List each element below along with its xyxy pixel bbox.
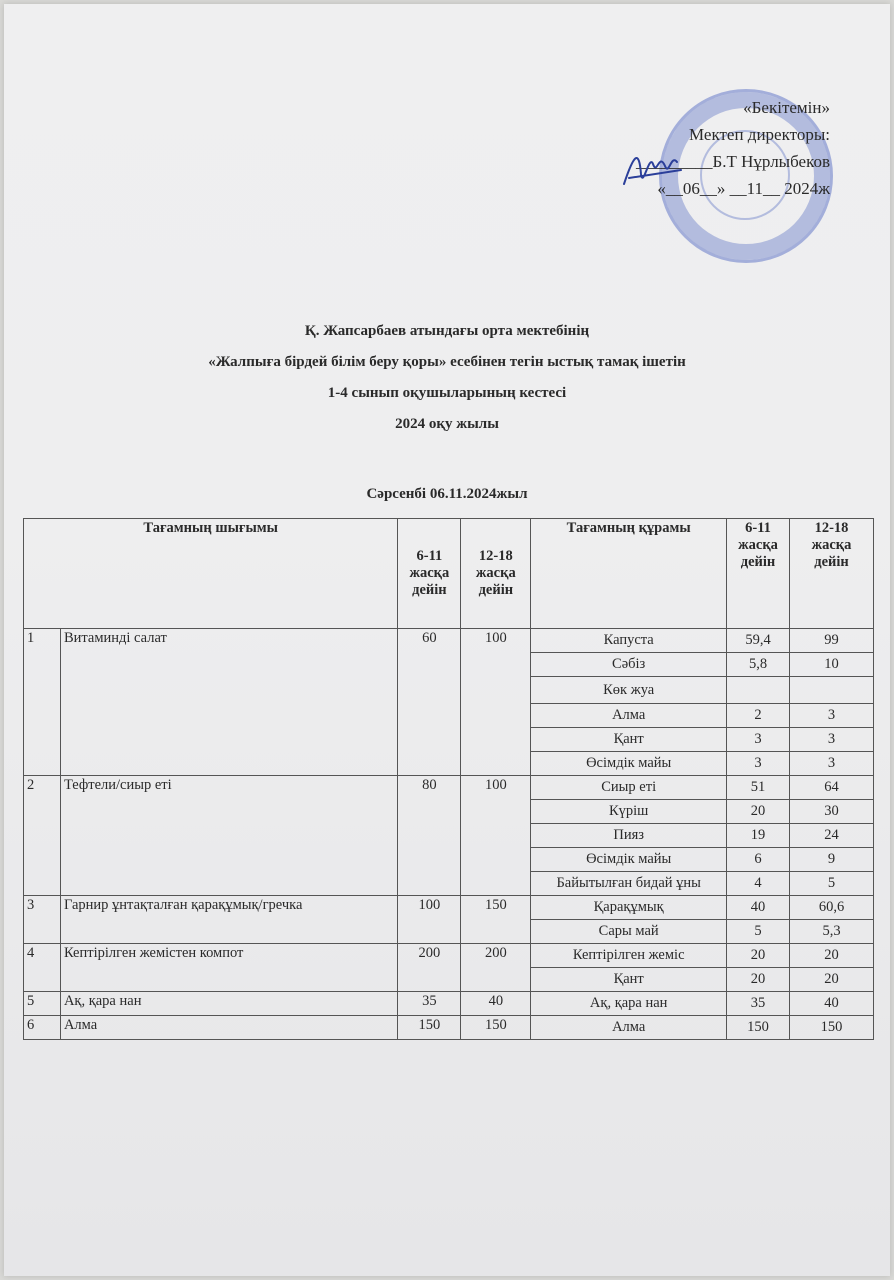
document-title [4,316,890,440]
menu-table-body [24,629,874,1040]
cell-ingredient: Сиыр еті [531,776,727,800]
cell-ingredient-6-11: 6 [727,848,790,872]
cell-yield-12-18: 100 [461,629,531,776]
cell-ingredient: Ақ, қара нан [531,992,727,1016]
cell-number: 5 [24,992,61,1016]
cell-ingredient: Көк жуа [531,677,727,704]
cell-yield-12-18: 150 [461,896,531,944]
approval-heading: «Бекітемін» [743,98,830,117]
cell-ingredient-6-11: 2 [727,704,790,728]
cell-yield-6-11: 150 [398,1016,461,1040]
cell-ingredient-12-18: 20 [790,968,874,992]
cell-yield-6-11: 35 [398,992,461,1016]
cell-ingredient-12-18: 30 [790,800,874,824]
cell-ingredient-6-11 [727,677,790,704]
title-school: Қ. Жапсарбаев атындағы орта мектебінің [304,323,590,339]
cell-ingredient-6-11: 3 [727,728,790,752]
header-age-12-18-b: 12-18 жасқа дейін [790,519,874,629]
cell-yield-6-11: 200 [398,944,461,992]
cell-ingredient: Кептірілген жеміс [531,944,727,968]
cell-dish-name: Ақ, қара нан [60,992,397,1016]
cell-ingredient: Қант [531,728,727,752]
cell-ingredient-6-11: 19 [727,824,790,848]
cell-ingredient-6-11: 20 [727,968,790,992]
approval-position: Мектеп директоры: [689,125,830,144]
title-classes: 1-4 сынып оқушыларының кестесі [327,385,567,401]
table-row [24,1016,874,1040]
cell-ingredient-12-18: 64 [790,776,874,800]
cell-yield-12-18: 150 [461,1016,531,1040]
cell-ingredient-12-18: 150 [790,1016,874,1040]
cell-ingredient-12-18: 3 [790,752,874,776]
cell-ingredient-6-11: 3 [727,752,790,776]
cell-ingredient-12-18: 5 [790,872,874,896]
approval-director-name: _________Б.Т Нұрлыбеков [636,152,830,171]
document-page [4,4,890,1276]
table-header-row [24,519,874,629]
cell-ingredient-6-11: 59,4 [727,629,790,653]
menu-day-date: Сәрсенбі 06.11.2024жыл [366,486,528,502]
cell-number: 3 [24,896,61,944]
cell-ingredient: Сәбіз [531,653,727,677]
cell-yield-12-18: 200 [461,944,531,992]
cell-yield-12-18: 40 [461,992,531,1016]
cell-ingredient-6-11: 35 [727,992,790,1016]
menu-table [23,518,874,1040]
cell-dish-name: Гарнир ұнтақталған қарақұмық/гречка [60,896,397,944]
header-age-6-11-b: 6-11 жасқа дейін [727,519,790,629]
header-age-12-18: 12-18 жасқа дейін [461,519,531,629]
approval-date: «__06__» __11__ 2024ж [657,179,830,198]
cell-ingredient: Сары май [531,920,727,944]
cell-yield-6-11: 100 [398,896,461,944]
cell-number: 6 [24,1016,61,1040]
table-row [24,629,874,653]
cell-ingredient-6-11: 150 [727,1016,790,1040]
cell-ingredient-12-18: 3 [790,728,874,752]
cell-dish-name: Алма [60,1016,397,1040]
cell-dish-name: Витаминді салат [60,629,397,776]
table-row [24,776,874,800]
cell-ingredient-12-18 [790,677,874,704]
cell-ingredient-12-18: 10 [790,653,874,677]
cell-ingredient-12-18: 9 [790,848,874,872]
cell-ingredient-6-11: 20 [727,800,790,824]
cell-ingredient: Байытылған бидай ұны [531,872,727,896]
cell-number: 2 [24,776,61,896]
cell-ingredient-12-18: 5,3 [790,920,874,944]
cell-ingredient: Қарақұмық [531,896,727,920]
cell-dish-name: Кептірілген жемістен компот [60,944,397,992]
cell-ingredient-12-18: 40 [790,992,874,1016]
cell-ingredient: Алма [531,704,727,728]
cell-ingredient: Пияз [531,824,727,848]
director-signature [619,144,689,194]
header-dish-yield: Тағамның шығымы [24,519,398,629]
cell-ingredient-6-11: 4 [727,872,790,896]
cell-ingredient-6-11: 40 [727,896,790,920]
cell-ingredient: Капуста [531,629,727,653]
cell-ingredient-6-11: 5 [727,920,790,944]
cell-ingredient: Өсімдік майы [531,848,727,872]
cell-number: 1 [24,629,61,776]
table-row [24,992,874,1016]
cell-number: 4 [24,944,61,992]
table-row [24,944,874,968]
cell-yield-12-18: 100 [461,776,531,896]
cell-ingredient: Алма [531,1016,727,1040]
cell-ingredient: Өсімдік майы [531,752,727,776]
cell-ingredient-12-18: 99 [790,629,874,653]
header-age-6-11: 6-11 жасқа дейін [398,519,461,629]
table-row [24,896,874,920]
cell-yield-6-11: 80 [398,776,461,896]
cell-ingredient: Күріш [531,800,727,824]
cell-ingredient-6-11: 5,8 [727,653,790,677]
cell-dish-name: Тефтели/сиыр еті [60,776,397,896]
cell-yield-6-11: 60 [398,629,461,776]
cell-ingredient-12-18: 60,6 [790,896,874,920]
title-year: 2024 оқу жылы [395,416,499,432]
header-composition: Тағамның құрамы [531,519,727,629]
cell-ingredient-6-11: 51 [727,776,790,800]
cell-ingredient-6-11: 20 [727,944,790,968]
cell-ingredient-12-18: 20 [790,944,874,968]
cell-ingredient-12-18: 3 [790,704,874,728]
cell-ingredient-12-18: 24 [790,824,874,848]
cell-ingredient: Қант [531,968,727,992]
title-fund: «Жалпыға бірдей білім беру қоры» есебінен тегін ыстық тамақ ішетін [208,354,686,370]
